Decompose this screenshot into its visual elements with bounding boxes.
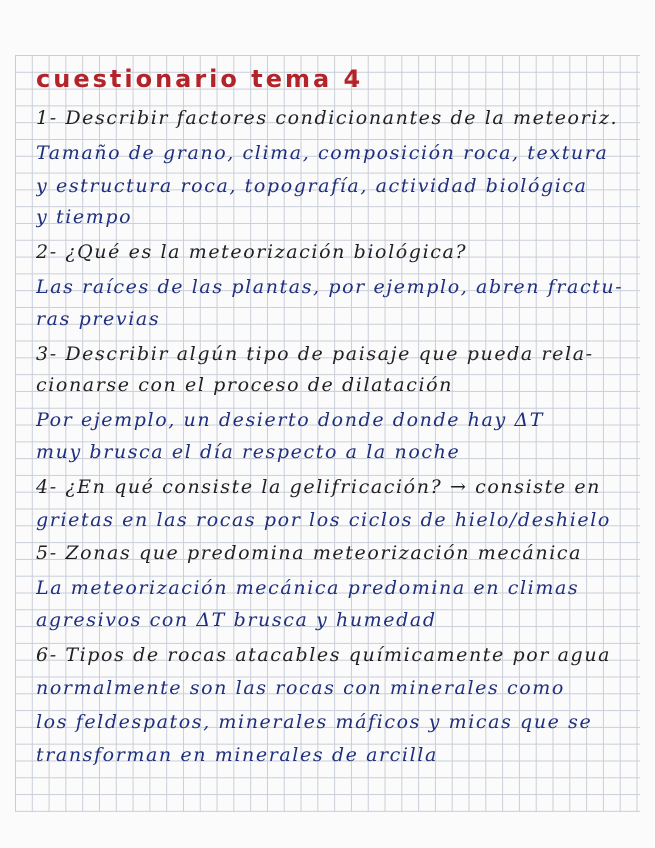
page-title: cuestionario tema 4: [36, 65, 364, 93]
answer-1-line-2: y estructura roca, topografía, actividad biológica: [36, 175, 588, 197]
answer-2-line-2: ras previas: [36, 308, 161, 330]
answer-1-line-3: y tiempo: [36, 206, 133, 228]
answer-6-line-2: los feldespatos, minerales máficos y micas que se: [36, 711, 593, 733]
question-3-line-1: 3- Describir algún tipo de paisaje que pueda rela-: [36, 343, 594, 365]
page-margin-bottom: [0, 812, 655, 848]
question-1-line-1: 1- Describir factores condicionantes de la meteoriz.: [36, 107, 619, 129]
answer-6-line-1: normalmente son las rocas con minerales como: [36, 677, 565, 699]
question-2-line-1: 2- ¿Qué es la meteorización biológica?: [36, 241, 468, 263]
answer-5-line-2: agresivos con ΔT brusca y humedad: [36, 609, 437, 631]
answer-3-line-2: muy brusca el día respecto a la noche: [36, 441, 461, 463]
answer-5-line-1: La meteorización mecánica predomina en climas: [36, 577, 580, 599]
question-3-line-2: cionarse con el proceso de dilatación: [36, 374, 453, 396]
answer-6-line-3: transforman en minerales de arcilla: [36, 744, 438, 766]
answer-3-line-1: Por ejemplo, un desierto donde donde hay ΔT: [36, 409, 545, 431]
page-margin-left: [0, 0, 15, 848]
answer-1-line-1: Tamaño de grano, clima, composición roca, textura: [36, 142, 609, 164]
question-6-line-1: 6- Tipos de rocas atacables químicamente por agua: [36, 644, 612, 666]
answer-2-line-1: Las raíces de las plantas, por ejemplo, abren fractu-: [36, 276, 624, 298]
question-5-line-1: 5- Zonas que predomina meteorización mecánica: [36, 542, 583, 564]
page-margin-right: [640, 0, 655, 848]
answer-4-line-1: grietas en las rocas por los ciclos de hielo/deshielo: [36, 509, 611, 531]
question-4-line-1: 4- ¿En qué consiste la gelifricación? → consiste en: [36, 476, 602, 498]
page-margin-top: [0, 0, 655, 55]
